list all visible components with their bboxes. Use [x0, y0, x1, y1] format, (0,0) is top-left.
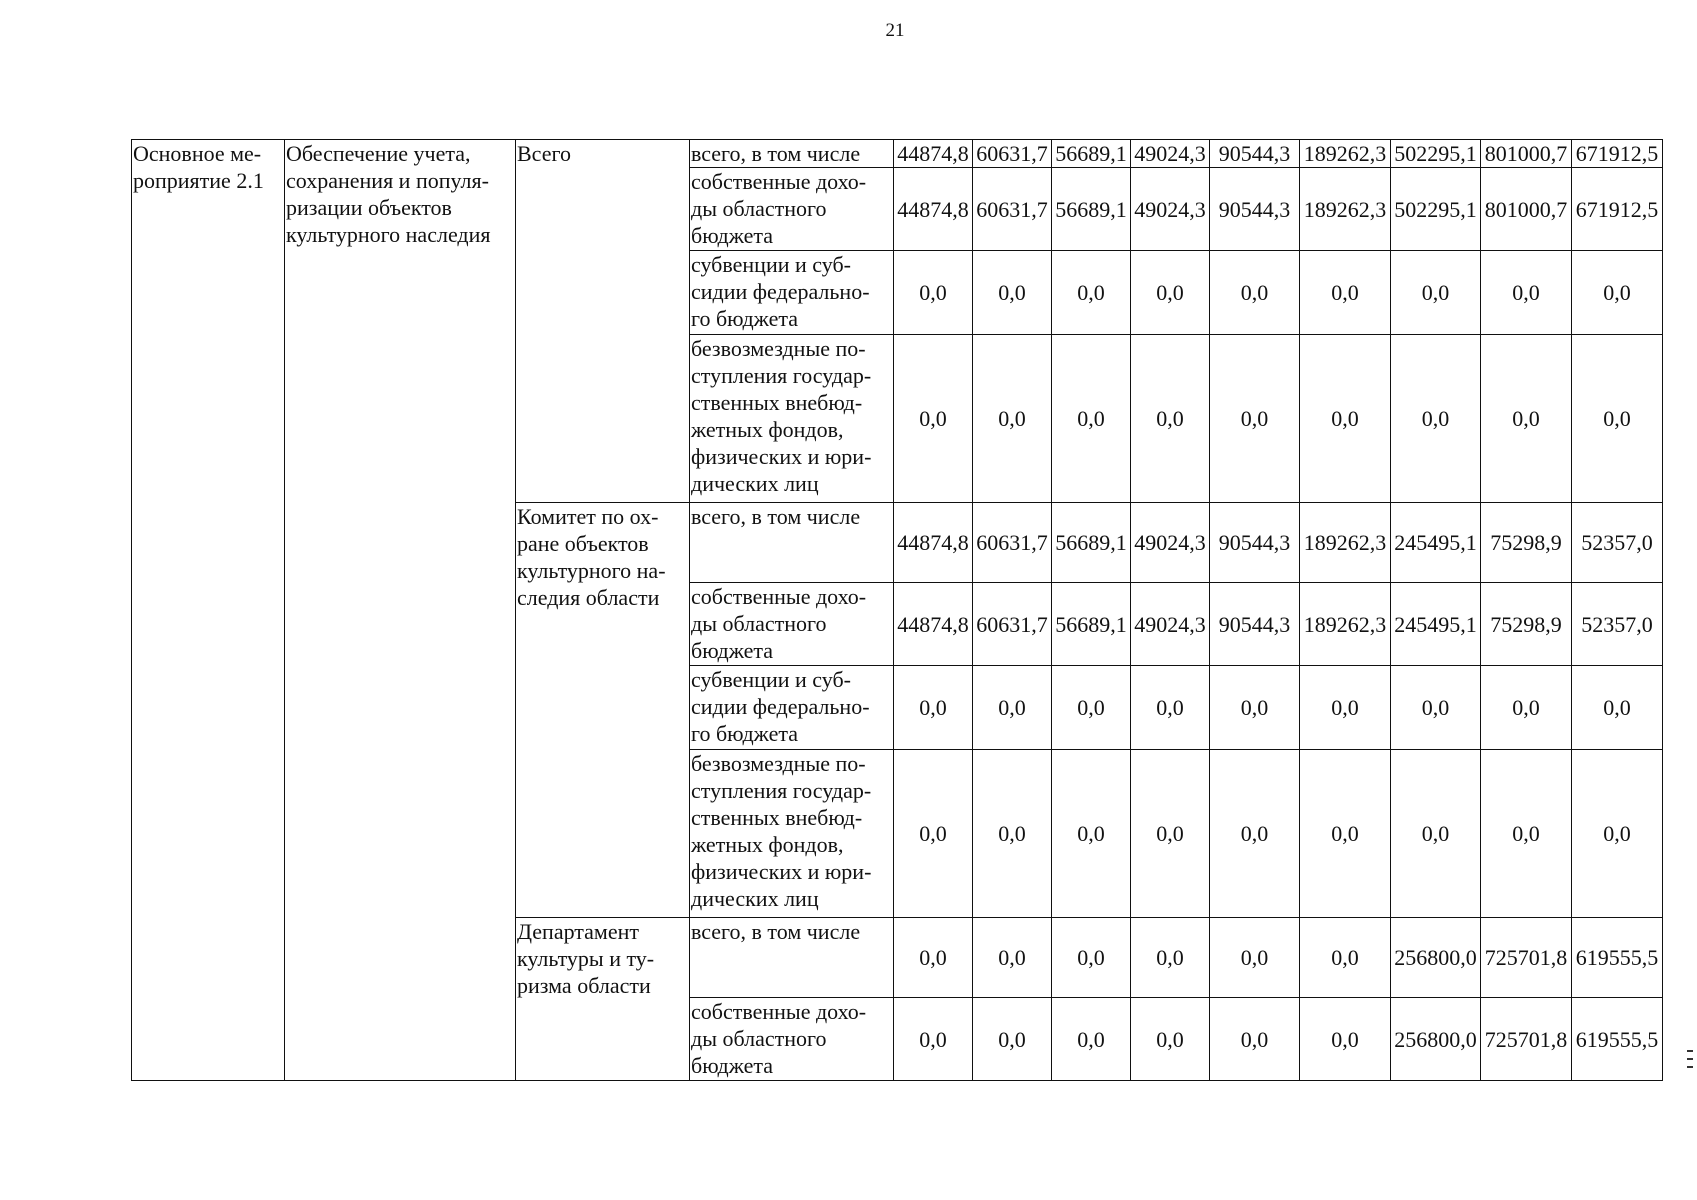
- value-cell: 75298,9: [1481, 503, 1572, 583]
- value-cell: 189262,3: [1300, 503, 1391, 583]
- value-cell: 0,0: [973, 251, 1052, 335]
- budget-table: [131, 139, 1663, 1081]
- table-row: [132, 140, 1663, 168]
- text-line: безвозмездные по-: [691, 751, 866, 776]
- value-cell: 0,0: [1131, 335, 1210, 503]
- text-line: субвенции и суб-: [691, 667, 851, 692]
- text-line: сидии федерально-: [691, 694, 870, 719]
- value-cell: 245495,1: [1391, 503, 1481, 583]
- text-line: го бюджета: [691, 721, 799, 746]
- value-cell: 44874,8: [894, 168, 973, 251]
- value-cell: 56689,1: [1052, 503, 1131, 583]
- value-cell: 0,0: [1131, 750, 1210, 918]
- event-name-cell: [285, 140, 516, 1081]
- value-cell: 619555,5: [1572, 918, 1663, 998]
- text-line: ственных внебюд-: [691, 805, 863, 830]
- text-line: безвозмездные по-: [691, 336, 866, 361]
- text-line: культуры и ту-: [517, 946, 655, 971]
- value-cell: 0,0: [1052, 335, 1131, 503]
- value-cell: 0,0: [1131, 666, 1210, 750]
- value-cell: 0,0: [894, 998, 973, 1081]
- value-cell: 0,0: [1131, 998, 1210, 1081]
- value-cell: 0,0: [894, 251, 973, 335]
- text-line: собственные дохо-: [691, 169, 867, 194]
- value-cell: 0,0: [1052, 666, 1131, 750]
- value-cell: 0,0: [1052, 918, 1131, 998]
- value-cell: 0,0: [1300, 666, 1391, 750]
- scan-edge-marks: [1687, 1050, 1693, 1074]
- value-cell: 0,0: [1131, 251, 1210, 335]
- value-cell: 245495,1: [1391, 583, 1481, 666]
- text-line: культурного наследия: [286, 222, 491, 247]
- value-cell: 189262,3: [1300, 168, 1391, 251]
- value-cell: 0,0: [1391, 666, 1481, 750]
- text-line: ране объектов: [517, 531, 649, 556]
- value-cell: 90544,3: [1210, 503, 1300, 583]
- text-line: Основное ме-: [133, 141, 262, 166]
- text-line: ризма области: [517, 973, 651, 998]
- executor-cell: [516, 503, 690, 918]
- text-line: Комитет по ох-: [517, 504, 659, 529]
- text-line: физических и юри-: [691, 859, 872, 884]
- value-cell: 801000,7: [1481, 140, 1572, 168]
- value-cell: 0,0: [1210, 918, 1300, 998]
- value-cell: 0,0: [1131, 918, 1210, 998]
- event-code-cell: [132, 140, 285, 1081]
- value-cell: 44874,8: [894, 140, 973, 168]
- value-cell: 60631,7: [973, 140, 1052, 168]
- value-cell: 0,0: [1210, 750, 1300, 918]
- value-cell: 0,0: [973, 335, 1052, 503]
- value-cell: 0,0: [1210, 251, 1300, 335]
- value-cell: 0,0: [1572, 251, 1663, 335]
- value-cell: 725701,8: [1481, 998, 1572, 1081]
- value-cell: 0,0: [1572, 750, 1663, 918]
- text-line: следия области: [517, 585, 660, 610]
- value-cell: 502295,1: [1391, 168, 1481, 251]
- value-cell: 502295,1: [1391, 140, 1481, 168]
- funding-source-cell: [690, 168, 894, 251]
- text-line: бюджета: [691, 638, 774, 663]
- text-line: всего, в том числе: [691, 141, 861, 166]
- value-cell: 49024,3: [1131, 140, 1210, 168]
- text-line: сидии федерально-: [691, 279, 870, 304]
- value-cell: 0,0: [1572, 335, 1663, 503]
- executor-cell: [516, 918, 690, 1081]
- page-number: 21: [885, 20, 905, 41]
- value-cell: 0,0: [973, 666, 1052, 750]
- value-cell: 0,0: [894, 666, 973, 750]
- budget-table-body: [132, 140, 1663, 1081]
- value-cell: 0,0: [1052, 251, 1131, 335]
- value-cell: 60631,7: [973, 503, 1052, 583]
- text-line: Всего: [517, 141, 571, 166]
- text-line: сохранения и популя-: [286, 168, 489, 193]
- text-line: собственные дохо-: [691, 584, 867, 609]
- value-cell: 56689,1: [1052, 583, 1131, 666]
- value-cell: 44874,8: [894, 583, 973, 666]
- value-cell: 256800,0: [1391, 918, 1481, 998]
- value-cell: 52357,0: [1572, 583, 1663, 666]
- budget-table-container: [131, 139, 1663, 1081]
- value-cell: 49024,3: [1131, 168, 1210, 251]
- value-cell: 671912,5: [1572, 140, 1663, 168]
- value-cell: 0,0: [1481, 335, 1572, 503]
- text-line: Департамент: [517, 919, 640, 944]
- text-line: Обеспечение учета,: [286, 141, 471, 166]
- value-cell: 0,0: [894, 335, 973, 503]
- text-line: жетных фондов,: [691, 832, 844, 857]
- value-cell: 0,0: [1210, 335, 1300, 503]
- value-cell: 56689,1: [1052, 168, 1131, 251]
- text-line: всего, в том числе: [691, 504, 861, 529]
- value-cell: 0,0: [1300, 998, 1391, 1081]
- text-line: го бюджета: [691, 306, 799, 331]
- funding-source-cell: [690, 251, 894, 335]
- value-cell: 0,0: [1210, 998, 1300, 1081]
- text-line: жетных фондов,: [691, 417, 844, 442]
- value-cell: 0,0: [894, 918, 973, 998]
- text-line: культурного на-: [517, 558, 666, 583]
- funding-source-cell: [690, 335, 894, 503]
- funding-source-cell: [690, 998, 894, 1081]
- value-cell: 0,0: [1300, 918, 1391, 998]
- value-cell: 52357,0: [1572, 503, 1663, 583]
- value-cell: 0,0: [1210, 666, 1300, 750]
- value-cell: 49024,3: [1131, 503, 1210, 583]
- value-cell: 0,0: [894, 750, 973, 918]
- funding-source-cell: [690, 666, 894, 750]
- value-cell: 0,0: [973, 750, 1052, 918]
- funding-source-cell: [690, 750, 894, 918]
- text-line: дических лиц: [691, 886, 819, 911]
- text-line: ступления государ-: [691, 363, 872, 388]
- text-line: ды областного: [691, 611, 827, 636]
- funding-source-cell: [690, 140, 894, 168]
- text-line: субвенции и суб-: [691, 252, 851, 277]
- value-cell: 90544,3: [1210, 168, 1300, 251]
- text-line: ризации объектов: [286, 195, 452, 220]
- value-cell: 60631,7: [973, 583, 1052, 666]
- value-cell: 0,0: [1300, 335, 1391, 503]
- value-cell: 189262,3: [1300, 140, 1391, 168]
- text-line: бюджета: [691, 223, 774, 248]
- value-cell: 0,0: [1391, 750, 1481, 918]
- value-cell: 0,0: [973, 918, 1052, 998]
- funding-source-cell: [690, 583, 894, 666]
- value-cell: 49024,3: [1131, 583, 1210, 666]
- value-cell: 619555,5: [1572, 998, 1663, 1081]
- executor-cell: [516, 140, 690, 503]
- value-cell: 60631,7: [973, 168, 1052, 251]
- value-cell: 0,0: [1572, 666, 1663, 750]
- value-cell: 0,0: [1052, 750, 1131, 918]
- text-line: роприятие 2.1: [133, 168, 264, 193]
- value-cell: 90544,3: [1210, 583, 1300, 666]
- value-cell: 725701,8: [1481, 918, 1572, 998]
- text-line: ступления государ-: [691, 778, 872, 803]
- value-cell: 0,0: [1391, 251, 1481, 335]
- value-cell: 75298,9: [1481, 583, 1572, 666]
- text-line: бюджета: [691, 1053, 774, 1078]
- value-cell: 0,0: [1481, 666, 1572, 750]
- value-cell: 0,0: [1481, 750, 1572, 918]
- value-cell: 0,0: [1481, 251, 1572, 335]
- text-line: собственные дохо-: [691, 999, 867, 1024]
- value-cell: 0,0: [1052, 998, 1131, 1081]
- text-line: ды областного: [691, 1026, 827, 1051]
- text-line: всего, в том числе: [691, 919, 861, 944]
- value-cell: 256800,0: [1391, 998, 1481, 1081]
- value-cell: 0,0: [1300, 251, 1391, 335]
- text-line: дических лиц: [691, 471, 819, 496]
- value-cell: 189262,3: [1300, 583, 1391, 666]
- value-cell: 671912,5: [1572, 168, 1663, 251]
- value-cell: 90544,3: [1210, 140, 1300, 168]
- text-line: ды областного: [691, 196, 827, 221]
- funding-source-cell: [690, 918, 894, 998]
- value-cell: 44874,8: [894, 503, 973, 583]
- funding-source-cell: [690, 503, 894, 583]
- value-cell: 56689,1: [1052, 140, 1131, 168]
- value-cell: 0,0: [973, 998, 1052, 1081]
- value-cell: 801000,7: [1481, 168, 1572, 251]
- text-line: физических и юри-: [691, 444, 872, 469]
- text-line: ственных внебюд-: [691, 390, 863, 415]
- value-cell: 0,0: [1391, 335, 1481, 503]
- value-cell: 0,0: [1300, 750, 1391, 918]
